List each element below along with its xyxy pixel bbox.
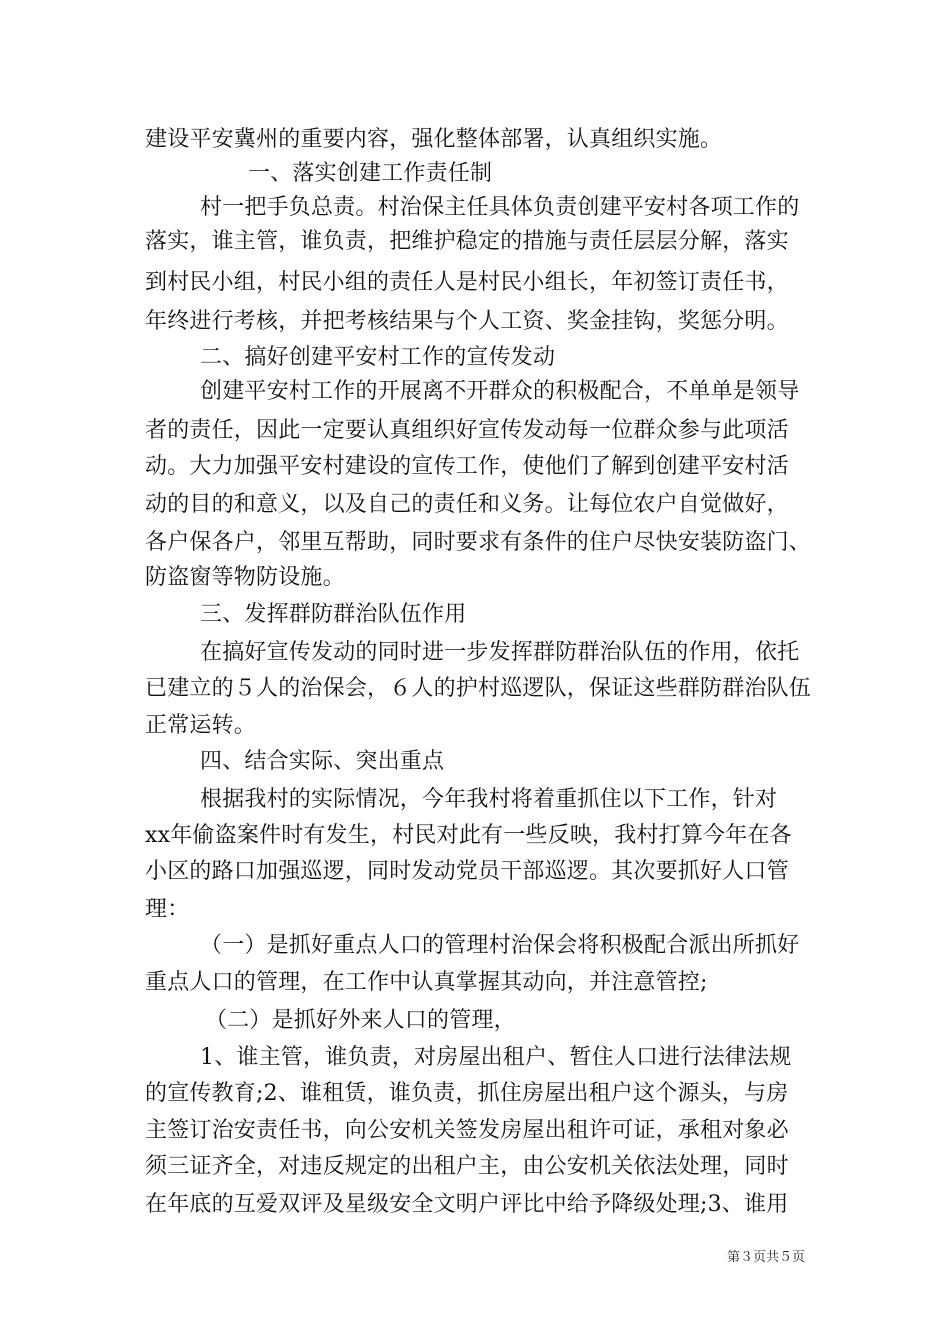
text-line: 各户保各户，邻里互帮助，同时要求有条件的住户尽快安装防盗门、 — [145, 530, 812, 555]
section-heading: 一、落实创建工作责任制 — [248, 161, 493, 186]
text-line: 村一把手负总责。村治保主任具体负责创建平安村各项工作的 — [200, 195, 800, 220]
text-line: 正常运转。 — [145, 713, 257, 738]
text-line: 者的责任，因此一定要认真组织好宣传发动每一位群众参与此项活 — [145, 418, 789, 443]
text-line: 在年底的互爱双评及星级安全文明户评比中给予降级处理;3、谁用 — [145, 1192, 789, 1217]
text-line: 建设平安冀州的重要内容，强化整体部署，认真组织实施。 — [145, 127, 723, 152]
text-line: 主签订治安责任书，向公安机关签发房屋出租许可证，承租对象必 — [145, 1118, 789, 1143]
text-line: 在搞好宣传发动的同时进一步发挥群防群治队伍的作用，依托 — [200, 640, 800, 665]
text-line: 小区的路口加强巡逻，同时发动党员干部巡逻。其次要抓好人口管 — [145, 859, 789, 884]
text-line: 创建平安村工作的开展离不开群众的积极配合，不单单是领导 — [200, 379, 800, 404]
text-line: 防盗窗等物防设施。 — [145, 565, 345, 590]
text-line: xx年偷盗案件时有发生，村民对此有一些反映，我村打算今年在各 — [145, 823, 792, 848]
text-line: 已建立的５人的治保会，６人的护村巡逻队，保证这些群防群治队伍 — [145, 676, 812, 701]
text-line: （一）是抓好重点人口的管理村治保会将积极配合派出所抓好 — [200, 933, 800, 958]
section-heading: 三、发挥群防群治队伍作用 — [200, 602, 467, 627]
text-line: 1、谁主管，谁负责，对房屋出租户、暂住人口进行法律法规 — [200, 1045, 792, 1070]
text-line: 落实，谁主管，谁负责，把维护稳定的措施与责任层层分解，落实 — [145, 229, 789, 254]
text-line: 的宣传教育;2、谁租赁，谁负责，抓住房屋出租户这个源头，与房 — [145, 1081, 789, 1106]
text-line: 年终进行考核，并把考核结果与个人工资、奖金挂钩，奖惩分明。 — [145, 309, 789, 334]
section-heading: 二、搞好创建平安村工作的宣传发动 — [200, 345, 556, 370]
page-number: 第３页共５页 — [726, 1250, 805, 1265]
text-line: 须三证齐全，对违反规定的出租户主，由公安机关依法处理，同时 — [145, 1154, 789, 1179]
text-line: 到村民小组，村民小组的责任人是村民小组长，年初签订责任书， — [145, 270, 789, 295]
text-line: 重点人口的管理，在工作中认真掌握其动向，并注意管控; — [145, 970, 708, 995]
text-line: 动的目的和意义，以及自己的责任和义务。让每位农户自觉做好， — [145, 492, 789, 517]
section-heading: 四、结合实际、突出重点 — [200, 749, 445, 774]
text-line: 根据我村的实际情况，今年我村将着重抓住以下工作，针对 — [200, 787, 778, 812]
text-line: （二）是抓好外来人口的管理， — [205, 1008, 516, 1033]
text-line: 动。大力加强平安村建设的宣传工作，使他们了解到创建平安村活 — [145, 454, 789, 479]
text-line: 理： — [145, 897, 190, 922]
